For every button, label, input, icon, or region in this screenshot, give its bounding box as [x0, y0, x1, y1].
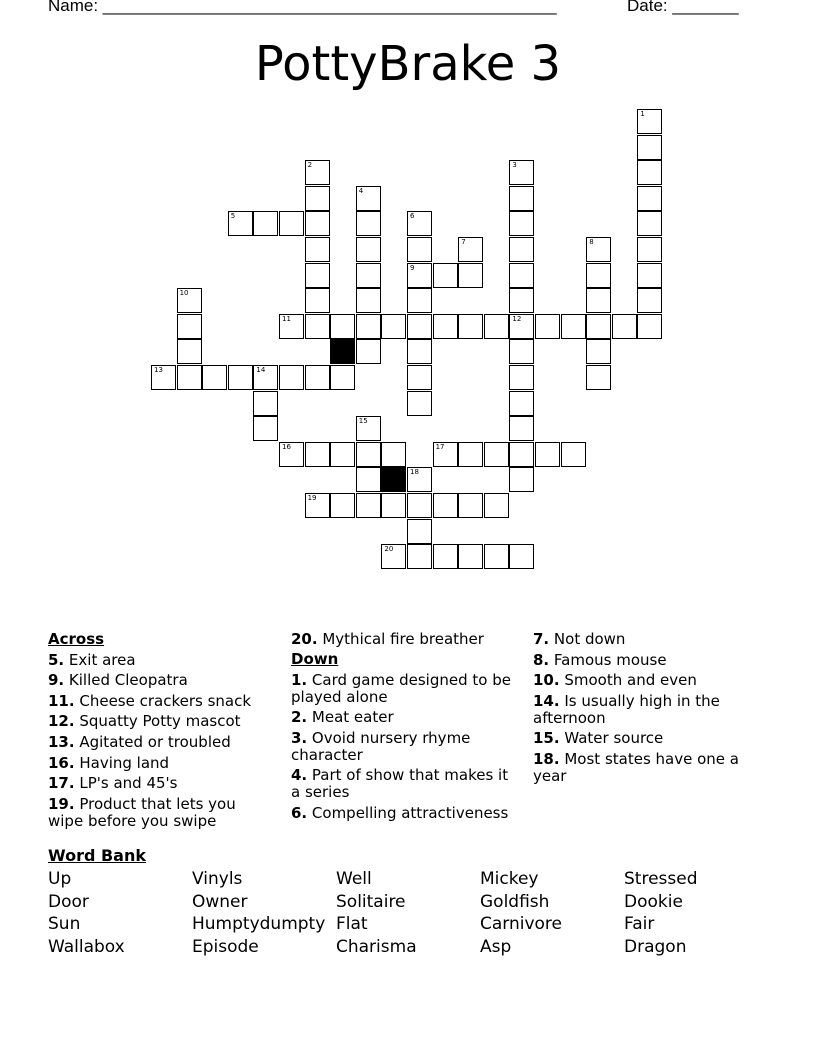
crossword-cell — [177, 339, 202, 364]
crossword-cell — [509, 160, 534, 185]
clue-number: 13 — [154, 366, 163, 374]
across-clue: 17. LP's and 45's — [48, 774, 178, 793]
clue-number: 7 — [461, 238, 466, 246]
crossword-cell — [484, 544, 509, 569]
crossword-cell — [356, 416, 381, 441]
clue-number: 2 — [307, 161, 313, 170]
clues-column-3 — [533, 628, 753, 785]
page-title: PottyBrake 3 — [254, 36, 562, 92]
crossword-cell — [637, 211, 662, 236]
crossword-cell — [177, 314, 202, 339]
word-bank-word: Well — [336, 869, 372, 889]
across-clue: 11. Cheese crackers snack — [48, 691, 252, 710]
crossword-cell — [637, 263, 662, 288]
clue-number: 9 — [410, 263, 415, 272]
word-bank-word: Flat — [336, 914, 368, 935]
across-clue: 12. Squatty Potty mascot — [48, 712, 241, 731]
crossword-cell — [279, 442, 304, 467]
down-clue: 18. Most states have one a year — [533, 749, 739, 785]
crossword-cell — [381, 442, 406, 467]
crossword-cell — [509, 416, 534, 441]
crossword-cell — [228, 211, 253, 236]
crossword-cell — [356, 339, 381, 364]
crossword-cell — [433, 493, 458, 518]
crossword-cell — [279, 314, 304, 339]
crossword-cell — [509, 288, 534, 313]
crossword-black-square — [330, 339, 355, 364]
word-bank-word: Episode — [192, 937, 259, 958]
crossword-cell — [433, 314, 458, 339]
across-clue: 9. Killed Cleopatra — [48, 671, 188, 690]
down-clue: 7. Not down — [533, 630, 626, 648]
clue-number: 19 — [307, 494, 317, 502]
word-bank-word: Stressed — [624, 869, 698, 889]
crossword-cell — [637, 160, 662, 185]
word-bank-word: Humptydumpty — [192, 914, 326, 935]
crossword-cell — [279, 211, 304, 236]
crossword-cell — [561, 442, 586, 467]
down-clue: 1. Card game designed to be played alone — [291, 670, 511, 706]
crossword-cell — [356, 263, 381, 288]
across-clue: 5. Exit area — [48, 650, 136, 669]
word-bank-word: Carnivore — [480, 914, 563, 935]
clue-number: 20 — [384, 545, 394, 554]
clue-number: 18 — [410, 468, 419, 477]
crossword-cell — [407, 467, 432, 492]
crossword-cell — [330, 442, 355, 467]
across-clue: 13. Agitated or troubled — [48, 732, 231, 751]
name-field-label: Name: ________________________________________________ — [48, 0, 557, 15]
crossword-cell — [356, 314, 381, 339]
down-heading: Down — [291, 650, 339, 668]
crossword-cell — [305, 160, 330, 185]
crossword-cell — [509, 186, 534, 211]
crossword-cell — [356, 211, 381, 236]
clue-number: 14 — [256, 366, 266, 374]
crossword-cell — [509, 467, 534, 492]
crossword-cell — [407, 365, 432, 390]
word-bank-word: Mickey — [480, 869, 539, 889]
crossword-cell — [509, 339, 534, 364]
crossword-cell — [458, 263, 483, 288]
down-clue: 15. Water source — [533, 729, 664, 748]
crossword-cell — [484, 493, 509, 518]
word-bank-word: Goldfish — [480, 891, 550, 912]
crossword-cell — [356, 237, 381, 262]
crossword-cell — [433, 544, 458, 569]
crossword-cell — [509, 237, 534, 262]
clues-column-2 — [291, 628, 516, 822]
crossword-cell — [381, 314, 406, 339]
across-heading: Across — [48, 630, 105, 648]
crossword-cell — [407, 493, 432, 518]
crossword-cell — [407, 339, 432, 364]
clue-number: 12 — [512, 314, 522, 323]
word-bank-word: Fair — [624, 914, 655, 935]
crossword-cell — [177, 365, 202, 390]
down-clue: 8. Famous mouse — [533, 650, 667, 669]
word-bank-column — [192, 868, 332, 959]
down-clue: 4. Part of show that makes it a series — [291, 766, 509, 802]
crossword-cell — [458, 493, 483, 518]
crossword-cell — [253, 416, 278, 441]
crossword-cell — [330, 314, 355, 339]
crossword-cell — [458, 442, 483, 467]
crossword-cell — [586, 365, 611, 390]
word-bank-word: Vinyls — [192, 869, 243, 889]
down-clue: 10. Smooth and even — [533, 671, 697, 690]
clue-number: 17 — [435, 442, 445, 451]
crossword-cell — [381, 493, 406, 518]
word-bank-column — [624, 868, 764, 959]
crossword-cell — [637, 135, 662, 160]
crossword-cell — [535, 442, 560, 467]
crossword-cell — [637, 109, 662, 134]
crossword-cell — [305, 442, 330, 467]
crossword-cell — [177, 288, 202, 313]
word-bank-word: Up — [48, 869, 72, 889]
crossword-cell — [356, 288, 381, 313]
crossword-cell — [305, 365, 330, 390]
crossword-cell — [586, 339, 611, 364]
crossword-cell — [561, 314, 586, 339]
crossword-cell — [279, 365, 304, 390]
crossword-cell — [433, 442, 458, 467]
crossword-cell — [586, 314, 611, 339]
clue-number: 4 — [358, 186, 364, 195]
word-bank-word: Owner — [192, 891, 248, 912]
crossword-cell — [407, 314, 432, 339]
crossword-cell — [407, 237, 432, 262]
crossword-cell — [253, 211, 278, 236]
crossword-cell — [305, 288, 330, 313]
word-bank-word: Asp — [480, 937, 512, 958]
clue-number: 10 — [179, 289, 189, 298]
crossword-cell — [407, 391, 432, 416]
crossword-cell — [381, 544, 406, 569]
word-bank-word: Charisma — [336, 937, 417, 958]
word-bank-word: Wallabox — [48, 937, 125, 958]
crossword-cell — [305, 237, 330, 262]
date-field-label: Date: _______ — [627, 0, 739, 15]
crossword-cell — [458, 314, 483, 339]
crossword-cell — [637, 288, 662, 313]
crossword-cell — [151, 365, 176, 390]
across-clue: 19. Product that lets you wipe before you swipe — [48, 794, 236, 830]
crossword-cell — [356, 442, 381, 467]
across-clue: 20. Mythical fire breather — [291, 630, 484, 648]
crossword-cell — [407, 288, 432, 313]
crossword-cell — [637, 237, 662, 262]
clue-number: 8 — [589, 238, 594, 246]
crossword-cell — [484, 442, 509, 467]
crossword-cell — [637, 314, 662, 339]
crossword-cell — [407, 211, 432, 236]
crossword-cell — [305, 314, 330, 339]
crossword-cell — [535, 314, 560, 339]
clue-number: 3 — [512, 161, 517, 170]
crossword-cell — [305, 493, 330, 518]
crossword-cell — [458, 544, 483, 569]
crossword-cell — [228, 365, 253, 390]
word-bank-column — [336, 868, 476, 959]
down-clue: 2. Meat eater — [291, 708, 394, 727]
clues-column-1 — [48, 628, 288, 830]
crossword-cell — [509, 442, 534, 467]
word-bank-column — [48, 868, 188, 959]
crossword-cell — [305, 263, 330, 288]
crossword-cell — [509, 544, 534, 569]
crossword-cell — [253, 365, 278, 390]
down-clue: 3. Ovoid nursery rhyme character — [291, 728, 471, 764]
crossword-cell — [509, 211, 534, 236]
crossword-cell — [509, 365, 534, 390]
crossword-cell — [356, 186, 381, 211]
down-clue: 14. Is usually high in the afternoon — [533, 691, 720, 727]
down-clue: 6. Compelling attractiveness — [291, 803, 509, 822]
word-bank-column — [480, 868, 620, 959]
crossword-cell — [433, 263, 458, 288]
crossword-cell — [586, 237, 611, 262]
crossword-cell — [305, 186, 330, 211]
clue-number: 6 — [410, 212, 415, 221]
across-clue: 16. Having land — [48, 753, 170, 772]
crossword-cell — [356, 493, 381, 518]
crossword-cell — [253, 391, 278, 416]
word-bank-heading: Word Bank — [48, 846, 147, 865]
clue-number: 5 — [230, 212, 236, 221]
crossword-cell — [612, 314, 637, 339]
crossword-cell — [509, 263, 534, 288]
word-bank-word: Dookie — [624, 891, 683, 912]
crossword-cell — [637, 186, 662, 211]
crossword-cell — [586, 263, 611, 288]
crossword-cell — [484, 314, 509, 339]
crossword-cell — [407, 263, 432, 288]
word-bank-word: Sun — [48, 914, 81, 935]
word-bank-word: Door — [48, 891, 89, 912]
crossword-cell — [202, 365, 227, 390]
crossword-cell — [356, 467, 381, 492]
crossword-cell — [458, 237, 483, 262]
crossword-cell — [586, 288, 611, 313]
crossword-cell — [407, 544, 432, 569]
clue-number: 16 — [282, 442, 291, 451]
clue-number: 15 — [358, 417, 368, 426]
crossword-cell — [330, 365, 355, 390]
crossword-cell — [509, 391, 534, 416]
word-bank-word: Solitaire — [336, 891, 406, 912]
crossword-black-square — [381, 467, 406, 492]
crossword-cell — [305, 211, 330, 236]
clue-number: 11 — [282, 314, 291, 323]
crossword-cell — [330, 493, 355, 518]
word-bank-word: Dragon — [624, 937, 687, 958]
crossword-cell — [509, 314, 534, 339]
clue-number: 1 — [640, 110, 645, 118]
crossword-cell — [407, 519, 432, 544]
